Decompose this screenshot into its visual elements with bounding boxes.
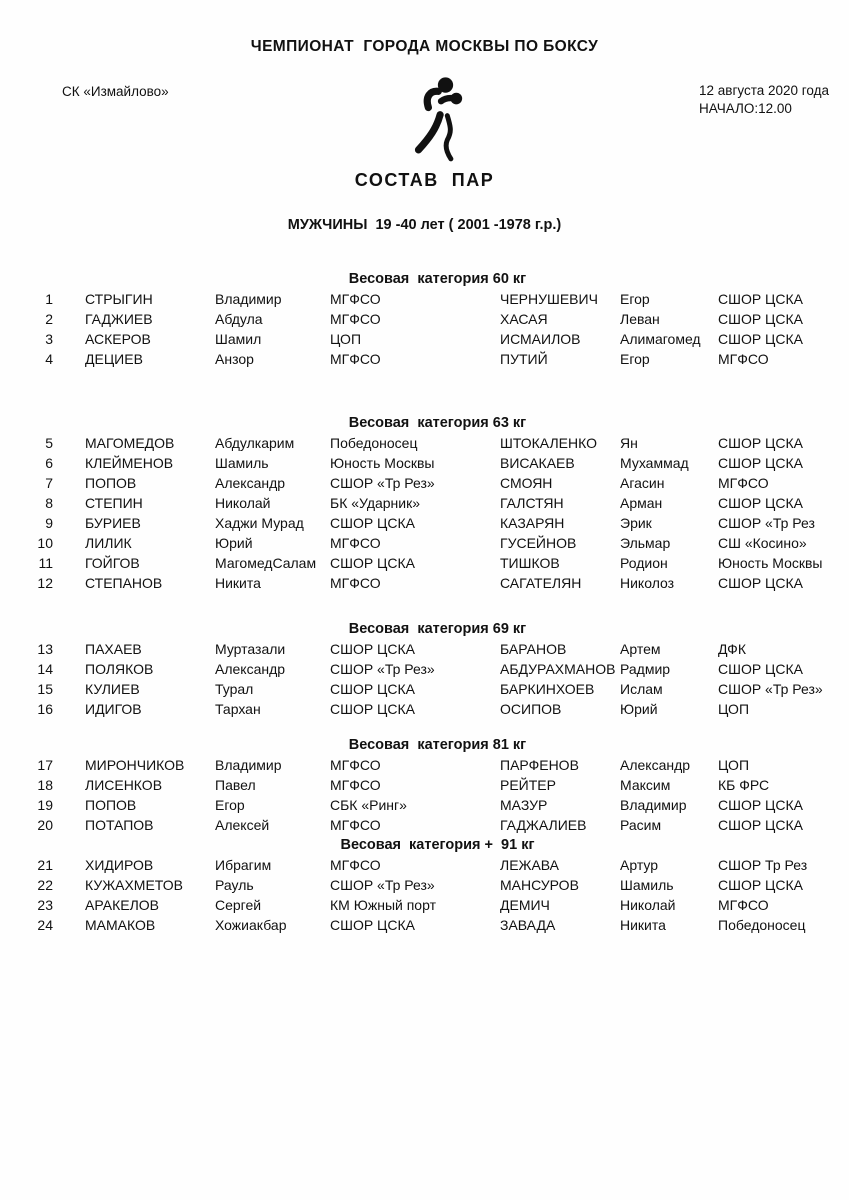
blue-firstname: Арман [620,495,663,511]
bout-number: 14 [37,661,53,677]
blue-club: СШОР ЦСКА [718,291,804,307]
blue-club: ЦОП [718,757,750,773]
red-club: Юность Москвы [330,455,435,471]
blue-surname: АБДУРАХМАНОВ [500,661,616,677]
blue-surname: ПАРФЕНОВ [500,757,579,773]
blue-club: КБ ФРС [718,777,770,793]
red-club: ЦОП [330,331,362,347]
date-time-block [699,80,849,118]
bout-row [0,659,849,679]
bout-number: 13 [37,641,53,657]
bout-number: 10 [37,535,53,551]
weight-category-title: Весовая категория + 91 кг [340,837,535,853]
red-club: МГФСО [330,757,381,773]
bout-number: 20 [37,817,53,833]
blue-club: СШОР «Тр Рез» [718,681,823,697]
blue-firstname: Леван [620,311,660,327]
red-club: СШОР ЦСКА [330,917,416,933]
blue-club: ЦОП [718,701,750,717]
blue-firstname: Ислам [620,681,663,697]
bout-number: 16 [37,701,53,717]
blue-club: Победоносец [718,917,806,933]
red-club: СШОР «Тр Рез» [330,877,435,893]
bout-number: 15 [37,681,53,697]
red-firstname: Турал [215,681,254,697]
red-firstname: Абдула [215,311,263,327]
blue-club: СШОР ЦСКА [718,435,804,451]
bout-number: 1 [45,291,53,307]
bout-number: 22 [37,877,53,893]
red-firstname: Николай [215,495,271,511]
blue-club: МГФСО [718,475,769,491]
blue-surname: СМОЯН [500,475,553,491]
blue-firstname: Эльмар [620,535,671,551]
bout-row [0,699,849,719]
blue-surname: ГУСЕЙНОВ [500,535,577,551]
red-club: СБК «Ринг» [330,797,407,813]
bout-row [0,289,849,309]
red-club: МГФСО [330,817,381,833]
blue-surname: ТИШКОВ [500,555,560,571]
red-firstname: Алексей [215,817,270,833]
bout-row [0,493,849,513]
bout-row [0,513,849,533]
blue-surname: ПУТИЙ [500,351,548,367]
red-firstname: Муртазали [215,641,286,657]
red-firstname: Егор [215,797,245,813]
blue-surname: ВИСАКАЕВ [500,455,575,471]
bout-number: 24 [37,917,53,933]
red-surname: ГАДЖИЕВ [85,311,153,327]
blue-club: СШОР ЦСКА [718,495,804,511]
weight-category-title: Весовая категория 69 кг [348,621,527,637]
blue-surname: ЛЕЖАВА [500,857,560,873]
boxing-pictogram-icon [396,74,486,169]
blue-surname: БАРКИНХОЕВ [500,681,595,697]
bout-row [0,815,849,835]
red-firstname: Хаджи Мурад [215,515,304,531]
bout-number: 6 [45,455,53,471]
red-club: МГФСО [330,311,381,327]
bout-number: 8 [45,495,53,511]
weight-category-section [0,835,849,935]
blue-surname: КАЗАРЯН [500,515,565,531]
blue-firstname: Егор [620,351,650,367]
blue-surname: ОСИПОВ [500,701,562,717]
red-club: МГФСО [330,857,381,873]
bout-row [0,775,849,795]
blue-club: СШОР ЦСКА [718,575,804,591]
blue-surname: ЗАВАДА [500,917,556,933]
bout-number: 5 [45,435,53,451]
red-surname: СТЕПИН [85,495,143,511]
blue-surname: МАНСУРОВ [500,877,579,893]
bout-number: 19 [37,797,53,813]
red-surname: МАМАКОВ [85,917,156,933]
red-club: СШОР ЦСКА [330,555,416,571]
bout-row [0,553,849,573]
blue-firstname: Николай [620,897,676,913]
start-time: НАЧАЛО:12.00 [699,100,792,116]
red-surname: ХИДИРОВ [85,857,154,873]
red-firstname: Анзор [215,351,254,367]
red-firstname: Хожиакбар [215,917,287,933]
bout-row [0,915,849,935]
red-firstname: Юрий [215,535,253,551]
red-firstname: Шамил [215,331,262,347]
blue-club: МГФСО [718,351,769,367]
blue-firstname: Расим [620,817,662,833]
red-surname: ПОПОВ [85,475,137,491]
bout-row [0,329,849,349]
red-firstname: Тархан [215,701,261,717]
bout-row [0,875,849,895]
blue-firstname: Шамиль [620,877,674,893]
red-firstname: МагомедСалам [215,555,317,571]
blue-firstname: Ян [620,435,638,451]
red-club: СШОР ЦСКА [330,641,416,657]
bout-row [0,639,849,659]
blue-firstname: Никита [620,917,666,933]
blue-firstname: Радмир [620,661,671,677]
red-firstname: Владимир [215,757,282,773]
red-surname: КУЛИЕВ [85,681,140,697]
red-club: МГФСО [330,777,381,793]
red-surname: ПОПОВ [85,797,137,813]
blue-surname: ДЕМИЧ [500,897,550,913]
bout-number: 21 [37,857,53,873]
blue-club: ДФК [718,641,746,657]
bout-number: 11 [38,555,53,571]
red-club: СШОР ЦСКА [330,701,416,717]
red-club: МГФСО [330,351,381,367]
red-club: СШОР «Тр Рез» [330,475,435,491]
red-club: СШОР ЦСКА [330,681,416,697]
blue-firstname: Николоз [620,575,675,591]
red-firstname: Рауль [215,877,254,893]
red-surname: СТРЫГИН [85,291,153,307]
bout-number: 2 [45,311,53,327]
blue-surname: МАЗУР [500,797,548,813]
bout-number: 18 [37,777,53,793]
red-club: МГФСО [330,291,381,307]
bout-row [0,895,849,915]
bout-row [0,755,849,775]
red-surname: МАГОМЕДОВ [85,435,175,451]
weight-category-section [0,619,849,719]
blue-club: СШОР ЦСКА [718,331,804,347]
red-firstname: Шамиль [215,455,269,471]
red-surname: ЛИЛИК [85,535,132,551]
red-firstname: Владимир [215,291,282,307]
red-surname: ПОТАПОВ [85,817,154,833]
red-surname: ДЕЦИЕВ [85,351,143,367]
blue-club: СШОР ЦСКА [718,877,804,893]
blue-surname: РЕЙТЕР [500,777,556,793]
blue-surname: ГАДЖАЛИЕВ [500,817,587,833]
blue-surname: ШТОКАЛЕНКО [500,435,597,451]
blue-club: СШОР «Тр Рез [718,515,815,531]
blue-club: СШ «Косино» [718,535,807,551]
blue-firstname: Александр [620,757,691,773]
red-firstname: Павел [215,777,256,793]
red-club: БК «Ударник» [330,495,421,511]
red-firstname: Александр [215,661,286,677]
red-surname: ПАХАЕВ [85,641,142,657]
red-surname: СТЕПАНОВ [85,575,163,591]
red-club: МГФСО [330,535,381,551]
blue-club: СШОР ЦСКА [718,797,804,813]
red-surname: АРАКЕЛОВ [85,897,159,913]
age-group-subtitle: МУЖЧИНЫ 19 -40 лет ( 2001 -1978 г.р.) [287,217,562,233]
blue-club: СШОР ЦСКА [718,661,804,677]
event-date: 12 августа 2020 года [699,83,830,98]
weight-category-section [0,269,849,369]
red-club: СШОР «Тр Рез» [330,661,435,677]
weight-category-section [0,413,849,593]
blue-firstname: Егор [620,291,650,307]
red-surname: ЛИСЕНКОВ [85,777,163,793]
bout-number: 23 [37,897,53,913]
blue-firstname: Агасин [620,475,665,491]
blue-firstname: Владимир [620,797,687,813]
bout-row [0,679,849,699]
bout-number: 17 [37,757,53,773]
pairs-list [0,269,849,935]
red-firstname: Абдулкарим [215,435,295,451]
bout-number: 4 [45,351,53,367]
blue-surname: ЧЕРНУШЕВИЧ [500,291,598,307]
red-club: КМ Южный порт [330,897,436,913]
red-surname: ГОЙГОВ [85,555,140,571]
weight-category-section [0,735,849,835]
bout-number: 12 [37,575,53,591]
bout-number: 9 [45,515,53,531]
bout-row [0,453,849,473]
blue-firstname: Родион [620,555,668,571]
blue-firstname: Артур [620,857,659,873]
blue-firstname: Максим [620,777,671,793]
blue-surname: БАРАНОВ [500,641,567,657]
weight-category-title: Весовая категория 63 кг [348,415,527,431]
bout-row [0,309,849,329]
red-surname: ИДИГОВ [85,701,142,717]
bout-row [0,349,849,369]
bout-number: 7 [45,475,53,491]
weight-category-title: Весовая категория 81 кг [348,737,527,753]
venue-label: СК «Измайлово» [62,84,169,99]
blue-firstname: Артем [620,641,661,657]
blue-firstname: Алимагомед [620,331,701,347]
bout-row [0,573,849,593]
red-surname: КЛЕЙМЕНОВ [85,455,174,471]
red-firstname: Ибрагим [215,857,272,873]
blue-club: МГФСО [718,897,769,913]
bout-row [0,855,849,875]
blue-firstname: Мухаммад [620,455,689,471]
bout-number: 3 [45,331,53,347]
red-surname: БУРИЕВ [85,515,141,531]
page-title: СОСТАВ ПАР [354,170,495,190]
red-surname: КУЖАХМЕТОВ [85,877,183,893]
bout-row [0,533,849,553]
blue-surname: ИСМАИЛОВ [500,331,581,347]
blue-club: СШОР ЦСКА [718,311,804,327]
weight-category-title: Весовая категория 60 кг [348,271,527,287]
red-firstname: Никита [215,575,261,591]
blue-club: СШОР ЦСКА [718,455,804,471]
red-club: СШОР ЦСКА [330,515,416,531]
blue-surname: ХАСАЯ [500,311,548,327]
blue-club: СШОР ЦСКА [718,817,804,833]
bout-row [0,433,849,453]
red-club: МГФСО [330,575,381,591]
blue-club: Юность Москвы [718,555,823,571]
blue-surname: ГАЛСТЯН [500,495,564,511]
red-surname: ПОЛЯКОВ [85,661,154,677]
blue-firstname: Юрий [620,701,658,717]
bout-row [0,795,849,815]
document-header [0,80,849,164]
blue-club: СШОР Тр Рез [718,857,808,873]
red-surname: АСКЕРОВ [85,331,151,347]
red-firstname: Александр [215,475,286,491]
red-club: Победоносец [330,435,418,451]
red-firstname: Сергей [215,897,262,913]
bout-row [0,473,849,493]
blue-surname: САГАТЕЛЯН [500,575,582,591]
red-surname: МИРОНЧИКОВ [85,757,185,773]
blue-firstname: Эрик [620,515,652,531]
championship-title: ЧЕМПИОНАТ ГОРОДА МОСКВЫ ПО БОКСУ [250,38,599,55]
